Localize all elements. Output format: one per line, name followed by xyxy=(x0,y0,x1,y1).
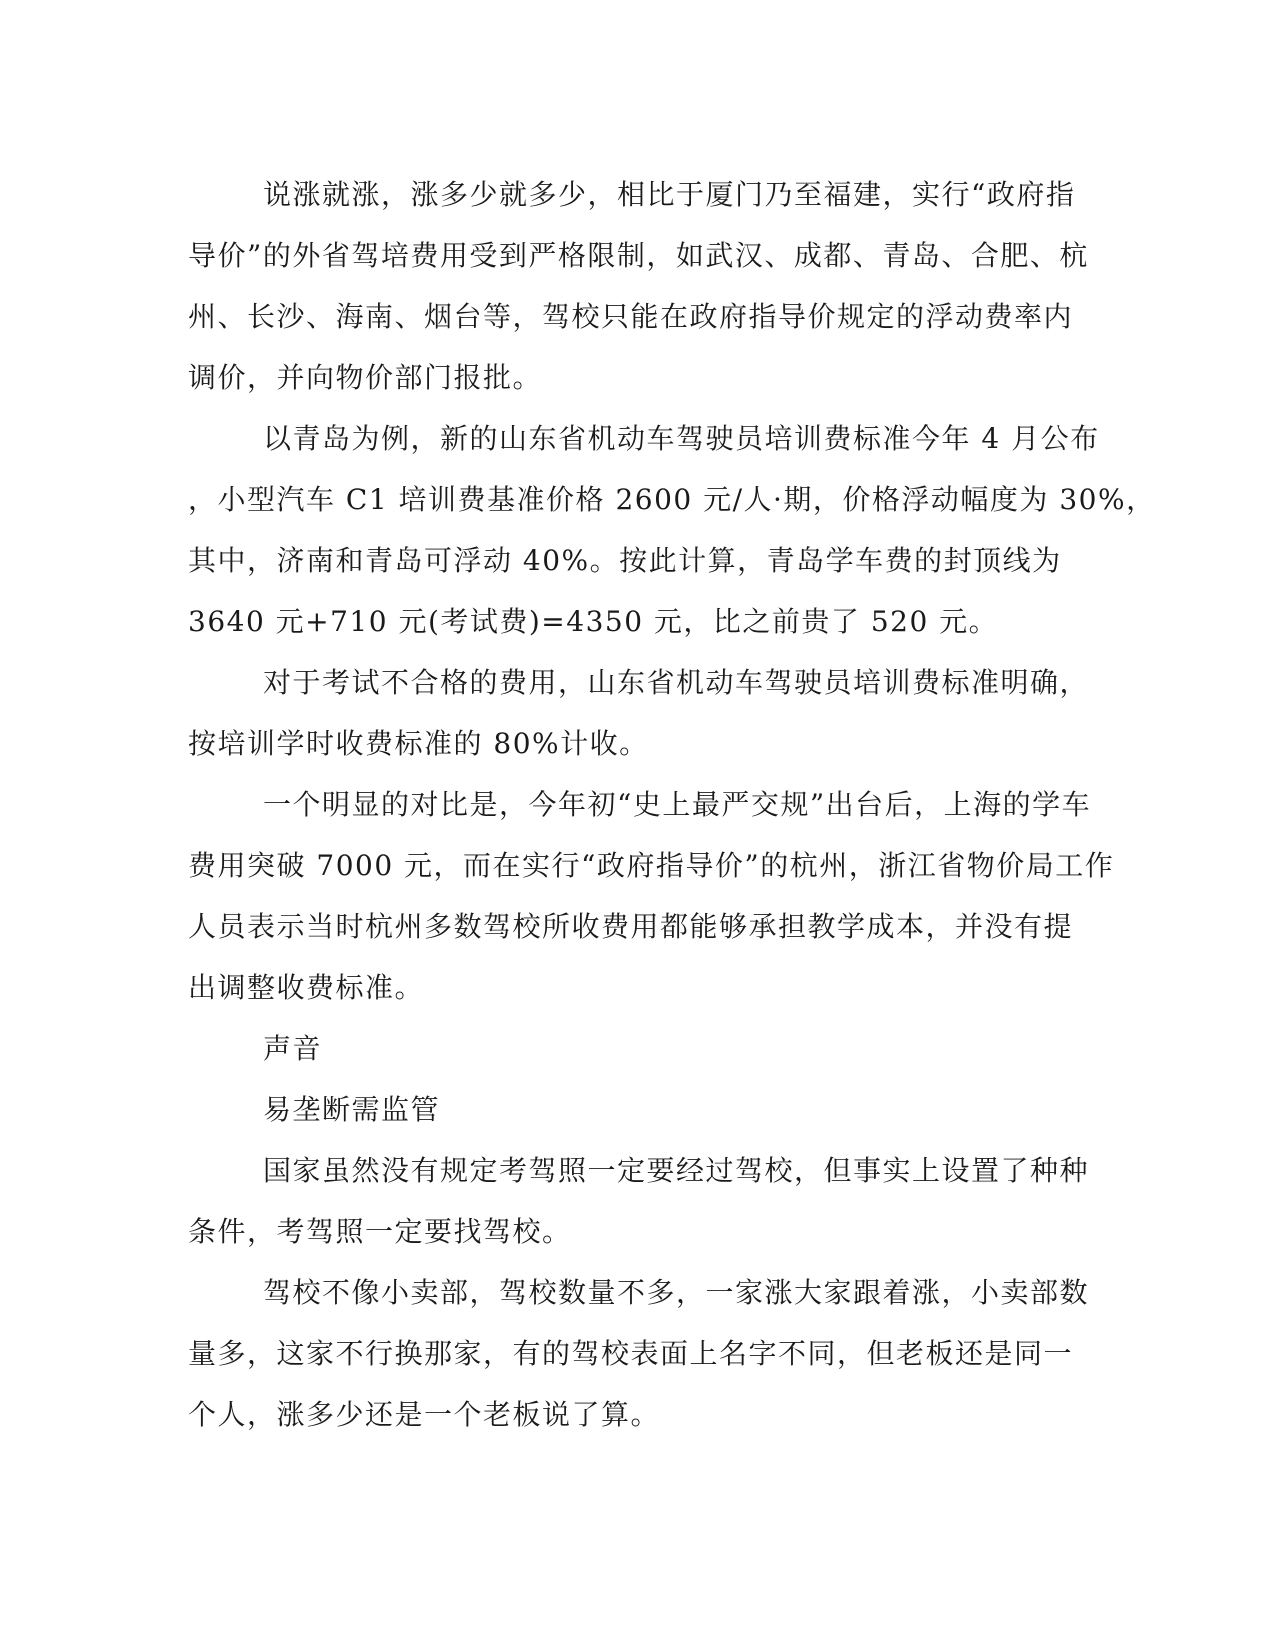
text-line: 导价”的外省驾培费用受到严格限制，如武汉、成都、青岛、合肥、杭 xyxy=(188,239,1089,272)
text-line: ，小型汽车 C1 培训费基准价格 2600 元/人·期，价格浮动幅度为 30%， xyxy=(188,483,1156,516)
paragraph xyxy=(188,164,1088,408)
text-line: 以青岛为例，新的山东省机动车驾驶员培训费标准今年 4 月公布 xyxy=(263,422,1100,455)
text-line: 条件，考驾照一定要找驾校。 xyxy=(188,1215,572,1248)
paragraph xyxy=(188,1262,1088,1445)
paragraph xyxy=(188,408,1156,652)
text-line: 按培训学时收费标准的 80%计收。 xyxy=(188,727,649,760)
text-line: 声音 xyxy=(263,1032,323,1065)
section-subheading xyxy=(188,1079,1088,1140)
text-line: 一个明显的对比是，今年初“史上最严交规”出台后，上海的学车 xyxy=(263,788,1092,821)
text-line: 费用突破 7000 元，而在实行“政府指导价”的杭州，浙江省物价局工作 xyxy=(188,849,1115,882)
text-line: 易垄断需监管 xyxy=(263,1093,441,1126)
text-line: 国家虽然没有规定考驾照一定要经过驾校，但事实上设置了种种 xyxy=(263,1154,1090,1187)
text-line: 人员表示当时杭州多数驾校所收费用都能够承担教学成本，并没有提 xyxy=(188,910,1074,943)
document-body xyxy=(188,164,1156,1445)
text-line: 3640 元+710 元(考试费)=4350 元，比之前贵了 520 元。 xyxy=(188,605,999,638)
text-line: 其中，济南和青岛可浮动 40%。按此计算，青岛学车费的封顶线为 xyxy=(188,544,1062,577)
text-line: 州、长沙、海南、烟台等，驾校只能在政府指导价规定的浮动费率内 xyxy=(188,300,1074,333)
text-line: 对于考试不合格的费用，山东省机动车驾驶员培训费标准明确， xyxy=(263,666,1090,699)
text-line: 出调整收费标准。 xyxy=(188,971,425,1004)
paragraph xyxy=(188,1140,1088,1262)
text-line: 调价，并向物价部门报批。 xyxy=(188,361,543,394)
text-line: 个人，涨多少还是一个老板说了算。 xyxy=(188,1398,661,1431)
paragraph xyxy=(188,652,1088,774)
paragraph xyxy=(188,774,1115,1018)
section-heading xyxy=(188,1018,1088,1079)
text-line: 说涨就涨，涨多少就多少，相比于厦门乃至福建，实行“政府指 xyxy=(263,178,1076,211)
text-line: 驾校不像小卖部，驾校数量不多，一家涨大家跟着涨，小卖部数 xyxy=(263,1276,1090,1309)
text-line: 量多，这家不行换那家，有的驾校表面上名字不同，但老板还是同一 xyxy=(188,1337,1074,1370)
